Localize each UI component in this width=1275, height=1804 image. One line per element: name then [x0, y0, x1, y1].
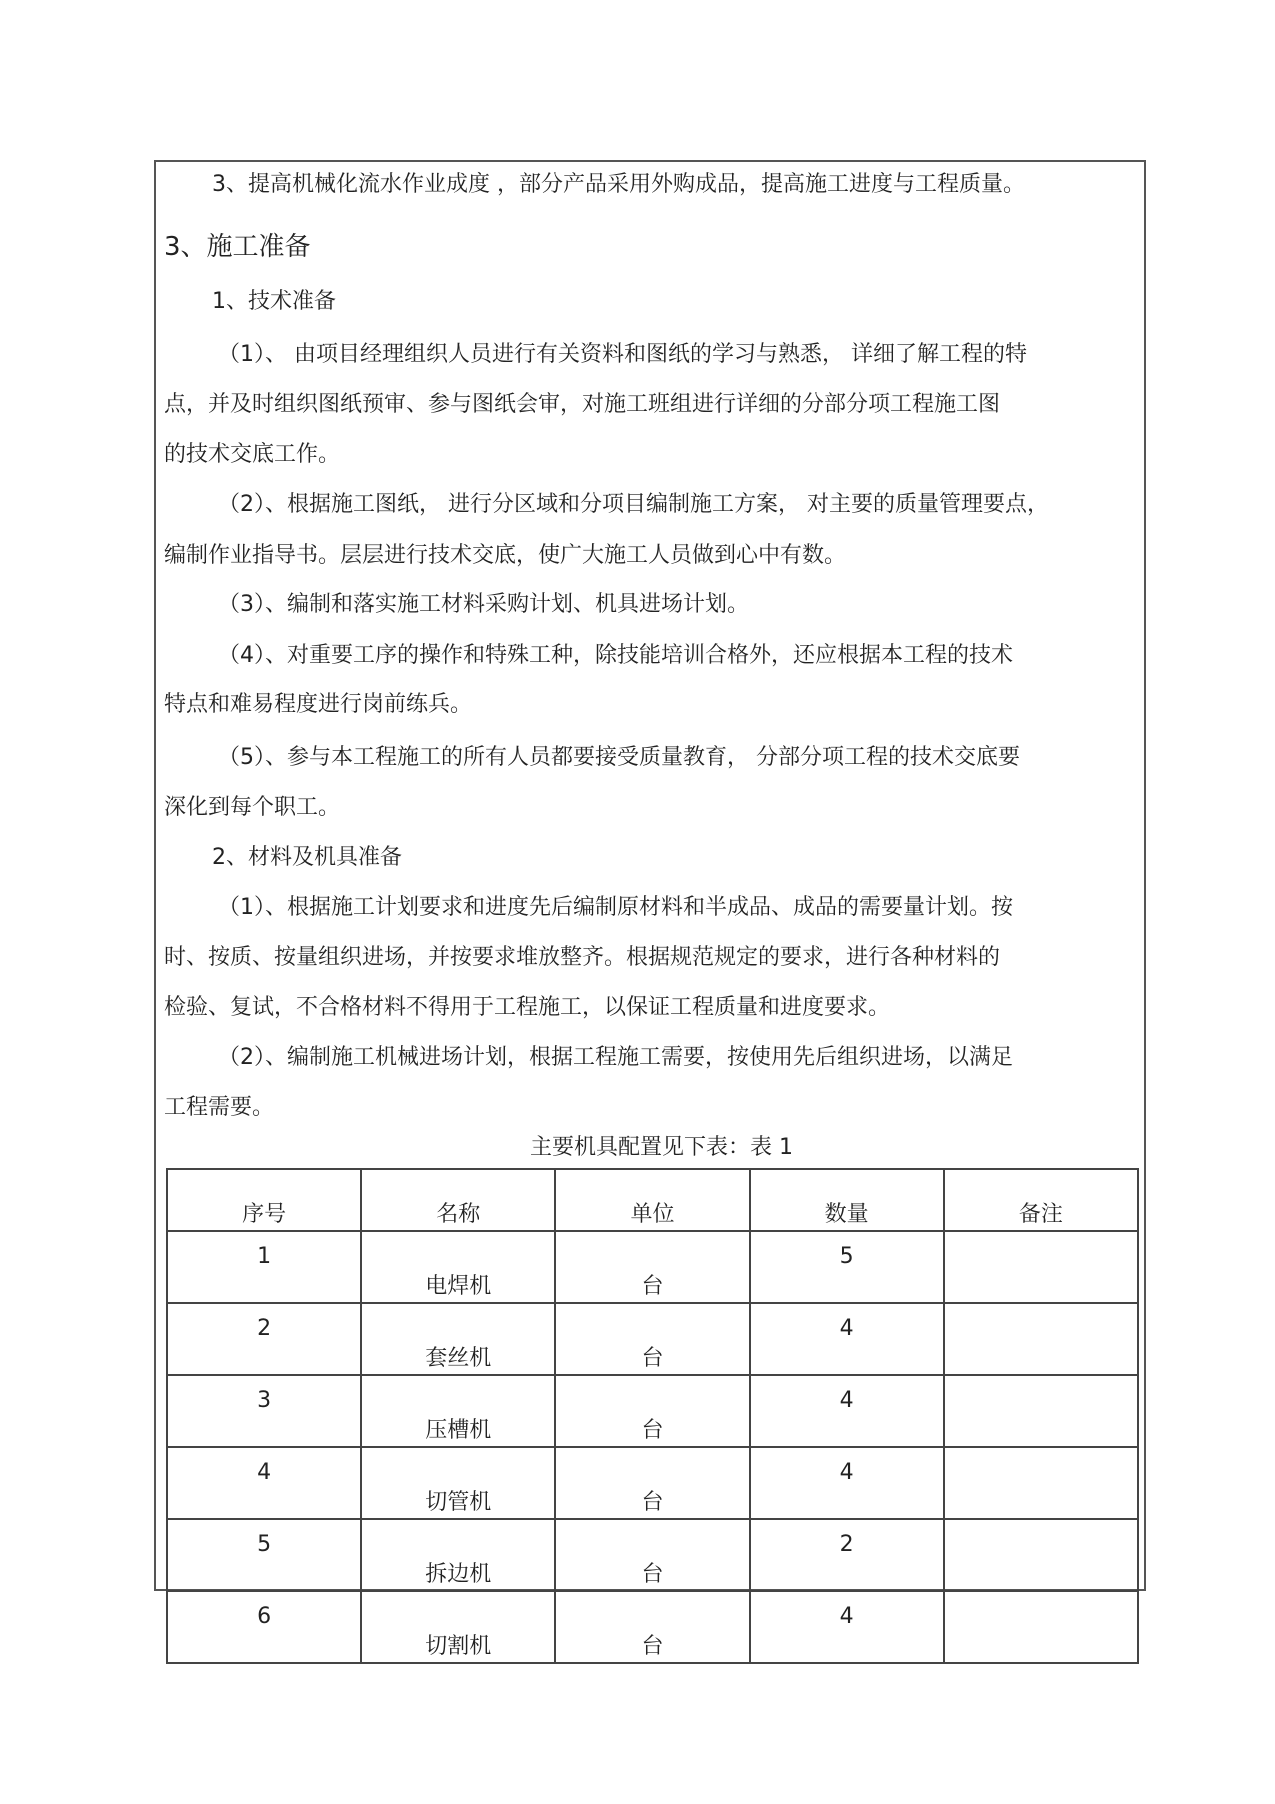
paragraph-line: 3、提高机械化流水作业成度 ，部分产品采用外购成品，提高施工进度与工程质量。: [212, 172, 1025, 197]
table-cell: [944, 1447, 1138, 1519]
header-cell: 名称: [361, 1169, 555, 1231]
table-cell: 1: [167, 1231, 361, 1303]
table-cell: 套丝机: [361, 1303, 555, 1375]
table-row: [167, 1231, 1138, 1303]
subsection-heading: 1、技术准备: [212, 289, 336, 314]
table-cell: 切割机: [361, 1591, 555, 1663]
table-cell: 4: [750, 1375, 944, 1447]
table-cell: [944, 1231, 1138, 1303]
table-cell: 5: [167, 1519, 361, 1591]
table-cell: [944, 1375, 1138, 1447]
table-row: [167, 1303, 1138, 1375]
table-row: [167, 1375, 1138, 1447]
table-cell: 4: [750, 1591, 944, 1663]
header-cell: 单位: [555, 1169, 749, 1231]
subsection-heading: 2、材料及机具准备: [212, 845, 402, 870]
table-cell: [944, 1519, 1138, 1591]
table-cell: 电焊机: [361, 1231, 555, 1303]
paragraph-line: 的技术交底工作。: [164, 442, 341, 467]
header-cell: 数量: [750, 1169, 944, 1231]
table-cell: 5: [750, 1231, 944, 1303]
header-cell: 序号: [167, 1169, 361, 1231]
header-cell: 备注: [944, 1169, 1138, 1231]
table-row: [167, 1591, 1138, 1663]
table-cell: 台: [555, 1375, 749, 1447]
paragraph-line: 编制作业指导书。层层进行技术交底，使广大施工人员做到心中有数。: [164, 543, 847, 568]
table-cell: [944, 1591, 1138, 1663]
table-cell: 2: [167, 1303, 361, 1375]
table-cell: 台: [555, 1231, 749, 1303]
table-cell: 切管机: [361, 1447, 555, 1519]
paragraph-line: 特点和难易程度进行岗前练兵。: [164, 692, 473, 717]
table-cell: 台: [555, 1591, 749, 1663]
section-heading: 3、施工准备: [164, 232, 311, 262]
paragraph-line: （4）、对重要工序的操作和特殊工种，除技能培训合格外，还应根据本工程的技术: [218, 643, 1013, 668]
paragraph-line: （1）、根据施工计划要求和进度先后编制原材料和半成品、成品的需要量计划。按: [218, 895, 1013, 920]
table-cell: 6: [167, 1591, 361, 1663]
paragraph-line: （5）、参与本工程施工的所有人员都要接受质量教育， 分部分项工程的技术交底要: [218, 745, 1020, 770]
table-row: [167, 1447, 1138, 1519]
equipment-table: [166, 1168, 1139, 1664]
table-row: [167, 1519, 1138, 1591]
table-cell: 4: [750, 1303, 944, 1375]
paragraph-line: 时、按质、按量组织进场，并按要求堆放整齐。根据规范规定的要求，进行各种材料的: [164, 945, 1001, 970]
paragraph-line: （3）、编制和落实施工材料采购计划、机具进场计划。: [218, 592, 749, 617]
table-cell: 台: [555, 1519, 749, 1591]
table-cell: 2: [750, 1519, 944, 1591]
paragraph-line: （2）、根据施工图纸， 进行分区域和分项目编制施工方案， 对主要的质量管理要点，: [218, 492, 1049, 517]
table-cell: 台: [555, 1303, 749, 1375]
paragraph-line: 点，并及时组织图纸预审、参与图纸会审，对施工班组进行详细的分部分项工程施工图: [164, 392, 1001, 417]
table-cell: 拆边机: [361, 1519, 555, 1591]
table-cell: 4: [167, 1447, 361, 1519]
table-cell: 压槽机: [361, 1375, 555, 1447]
table-header-row: [167, 1169, 1138, 1231]
table-caption: 主要机具配置见下表：表 1: [530, 1135, 793, 1160]
table-cell: 3: [167, 1375, 361, 1447]
paragraph-line: 深化到每个职工。: [164, 795, 341, 820]
table-cell: 台: [555, 1447, 749, 1519]
table-cell: [944, 1303, 1138, 1375]
table-cell: 4: [750, 1447, 944, 1519]
paragraph-line: （1）、 由项目经理组织人员进行有关资料和图纸的学习与熟悉， 详细了解工程的特: [218, 342, 1027, 367]
paragraph-line: 工程需要。: [164, 1095, 275, 1120]
paragraph-line: 检验、复试，不合格材料不得用于工程施工，以保证工程质量和进度要求。: [164, 995, 891, 1020]
paragraph-line: （2）、编制施工机械进场计划，根据工程施工需要，按使用先后组织进场，以满足: [218, 1045, 1013, 1070]
